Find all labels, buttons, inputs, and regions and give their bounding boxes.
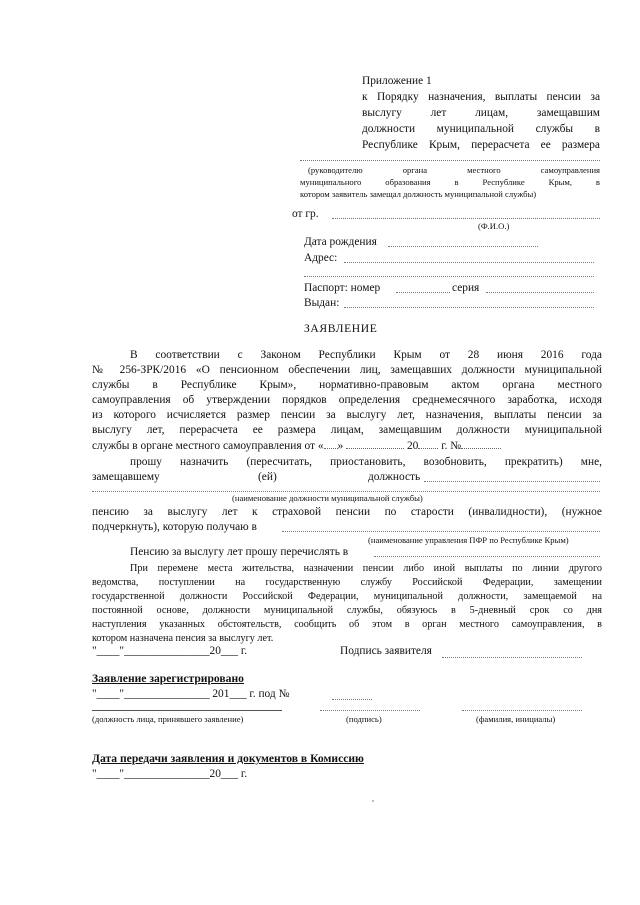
issued-blank-line [344, 307, 594, 308]
body-line: ведомства, поступлении на государственную службу Российской Федерации, замещении [92, 577, 602, 588]
transfer-date-line: "____"_______________20___ г. [92, 768, 248, 780]
body-line [92, 438, 501, 455]
body-line: При перемене места жительства, назначении пенсии либо иной выплаты по линии другого [130, 563, 602, 574]
body-text-fragment: замещавшему [92, 471, 160, 483]
registration-name-line [462, 710, 582, 711]
appendix-block [362, 73, 600, 153]
addressee-caption-1: (руководителю органа местного самоуправления [308, 165, 600, 175]
position-caption: (наименование должности муниципальной службы) [232, 493, 423, 503]
caption-signature: (подпись) [346, 714, 382, 724]
addressee-caption-3: котором заявитель замещал должность муниципальной службы) [300, 189, 537, 199]
body-line: наступления указанных обстоятельств, сообщить об этом в орган местного самоуправления, в [92, 619, 602, 630]
scan-speck [372, 800, 374, 802]
series-label: серия [452, 282, 480, 294]
body-line: из которого исчисляется размер пенсии за выслугу лет, назначения, выплаты пенсии за [92, 409, 602, 421]
body-text-fragment: (ей) [258, 471, 277, 483]
body-line: В соответствии с Законом Республики Крым от 28 июня 2016 года [130, 349, 602, 361]
appendix-title: Приложение 1 [362, 75, 432, 87]
caption-name: (фамилия, инициалы) [476, 714, 556, 724]
appendix-line: Республике Крым, перерасчета ее размера [362, 139, 600, 151]
position-blank-line [424, 481, 600, 482]
body-line: котором назначена пенсия за выслугу лет. [92, 633, 274, 644]
body-text-fragment: г. № [441, 440, 462, 452]
addressee-caption-2: муниципального образования в Республике Крым, в [300, 177, 600, 187]
addressee-blank-line [300, 160, 600, 161]
pfr-caption: (наименование управления ПФР по Республике Крым) [368, 535, 569, 545]
issued-label: Выдан: [304, 297, 340, 309]
body-line: выслугу лет, перерасчета ее размера лицам, замещавшим должности муниципальной [92, 424, 602, 436]
registration-number-blank [332, 699, 372, 700]
body-text-fragment: » [337, 440, 344, 452]
body-line: постоянной основе, должности муниципальной службы, обязуюсь в 5-дневный срок со дня [92, 605, 602, 616]
address-blank-line-2 [304, 276, 594, 277]
appendix-line: выслугу лет лицам, замещавшим [362, 107, 600, 119]
from-label: от гр. [292, 208, 319, 220]
signature-blank-line [442, 657, 582, 658]
registration-position-line [92, 710, 282, 711]
body-line: службы в Республике Крым», нормативно-правовым актом органа местного [92, 379, 602, 391]
dob-label: Дата рождения [304, 236, 377, 248]
body-line: самоуправления об утверждении порядков определения среднемесячного заработка, исходя [92, 394, 602, 406]
registration-signature-line [320, 710, 420, 711]
passport-label: Паспорт: номер [304, 282, 381, 294]
bank-blank-line [374, 556, 600, 557]
registration-date-line: "____"_______________ 201___ г. под № [92, 688, 290, 700]
passport-series-blank [486, 292, 594, 293]
from-blank-line [332, 218, 600, 219]
transfer-heading: Дата передачи заявления и документов в Комиссию [92, 752, 364, 765]
caption-position: (должность лица, принявшего заявление) [92, 714, 244, 724]
body-line: № 256-ЗРК/2016 «О пенсионном обеспечении лиц, замещавших должности муниципальной [92, 364, 602, 376]
body-line: Пенсию за выслугу лет прошу перечислять в [130, 546, 349, 558]
appendix-line: должности муниципальной службы в [362, 123, 600, 135]
body-line: подчеркнуть), которую получаю в [92, 521, 257, 533]
appendix-line: к Порядку назначения, выплаты пенсии за [362, 91, 600, 103]
body-line: государственной должности Российской Федерации, муниципальной должности, замещаемой на [92, 591, 602, 602]
body-text-fragment: должность [368, 471, 421, 483]
body-text-fragment: службы в органе местного самоуправления от « [92, 440, 324, 452]
body-line: прошу назначить (пересчитать, приостановить, возобновить, прекратить) мне, [130, 456, 602, 468]
fio-caption: (Ф.И.О.) [478, 221, 510, 231]
registration-heading: Заявление зарегистрировано [92, 672, 244, 685]
passport-number-blank [396, 292, 450, 293]
address-blank-line [344, 262, 594, 263]
pfr-blank-line [282, 531, 600, 532]
body-line: пенсию за выслугу лет к страховой пенсии по старости (инвалидности), (нужное [92, 506, 602, 518]
applicant-date: "____"_______________20___ г. [92, 645, 248, 657]
signature-label: Подпись заявителя [340, 645, 432, 657]
body-text-fragment: 20 [406, 440, 419, 452]
address-label: Адрес: [304, 252, 338, 264]
dob-blank-line [388, 246, 538, 247]
body-line [92, 470, 602, 486]
document-title: ЗАЯВЛЕНИЕ [304, 322, 378, 335]
